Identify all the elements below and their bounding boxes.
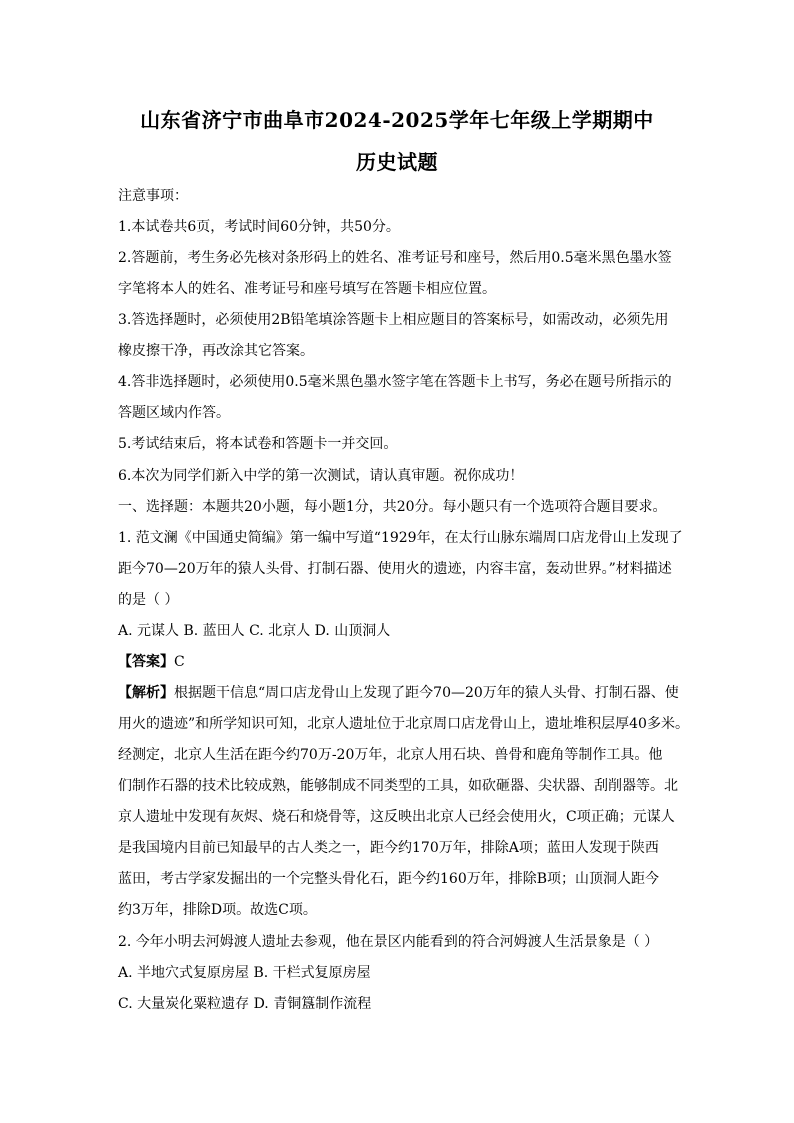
analysis-label: 【解析】 (118, 685, 174, 701)
question-2-stem: 2. 今年小明去河姆渡人遗址去参观，他在景区内能看到的符合河姆渡人生活景象是（ ） (118, 934, 659, 950)
note-line: 橡皮擦干净，再改涂其它答案。 (118, 343, 314, 359)
note-line: 1.本试卷共6页，考试时间60分钟，共50分。 (118, 219, 400, 235)
analysis-line: 用火的遗迹”和所学知识可知，北京人遗址位于北京周口店龙骨山上，遗址堆积层厚40多米。 (118, 716, 689, 732)
analysis-line: 约3万年，排除D项。故选C项。 (118, 902, 317, 918)
analysis-text: 根据题干信息“周口店龙骨山上发现了距今70—20万年的猿人头骨、打制石器、使 (174, 685, 679, 701)
exam-subtitle: 历史试题 (356, 150, 438, 174)
question-2-options: A. 半地穴式复原房屋 B. 干栏式复原房屋 (118, 965, 371, 981)
note-line: 答题区域内作答。 (118, 405, 230, 421)
question-1-analysis (118, 683, 688, 703)
analysis-line: 经测定，北京人生活在距今约70万-20万年，北京人用石块、兽骨和鹿角等制作工具。他 (118, 747, 663, 763)
answer-value: C (174, 654, 185, 670)
note-line: 2.答题前，考生务必先核对条形码上的姓名、准考证号和座号，然后用0.5毫米黑色墨水签 (118, 250, 672, 266)
question-1-stem: 的是（ ） (118, 592, 179, 608)
section-heading: 一、选择题：本题共20小题，每小题1分，共20分。每小题只有一个选项符合题目要求。 (118, 499, 667, 515)
question-1-stem: 1. 范文澜《中国通史简编》第一编中写道“1929年，在太行山脉东端周口店龙骨山上发现了 (118, 530, 683, 546)
notes-heading: 注意事项： (118, 188, 188, 204)
answer-label: 【答案】 (118, 654, 174, 670)
question-1-options: A. 元谋人 B. 蓝田人 C. 北京人 D. 山顶洞人 (118, 623, 391, 639)
analysis-line: 们制作石器的技术比较成熟，能够制成不同类型的工具，如砍砸器、尖状器、刮削器等。北 (118, 778, 678, 794)
note-line: 字笔将本人的姓名、准考证号和座号填写在答题卡相应位置。 (118, 281, 496, 297)
question-1-answer (118, 652, 688, 672)
analysis-line: 蓝田，考古学家发掘出的一个完整头骨化石，距今约160万年，排除B项；山顶洞人距今 (118, 871, 660, 887)
analysis-line: 京人遗址中发现有灰烬、烧石和烧骨等，这反映出北京人已经会使用火，C项正确；元谋人 (118, 809, 675, 825)
question-2-options: C. 大量炭化粟粒遗存 D. 青铜簋制作流程 (118, 996, 372, 1012)
analysis-line: 是我国境内目前已知最早的古人类之一，距今约170万年，排除A项；蓝田人发现于陕西 (118, 840, 659, 856)
note-line: 4.答非选择题时，必须使用0.5毫米黑色墨水签字笔在答题卡上书写，务必在题号所指示的 (118, 374, 672, 390)
note-line: 5.考试结束后，将本试卷和答题卡一并交回。 (118, 436, 398, 452)
question-1-stem: 距今70—20万年的猿人头骨、打制石器、使用火的遗迹，内容丰富，轰动世界。”材料描述 (118, 561, 672, 577)
note-line: 6.本次为同学们新入中学的第一次测试，请认真审题。祝你成功！ (118, 468, 524, 484)
exam-title: 山东省济宁市曲阜市2024-2025学年七年级上学期期中 (140, 108, 654, 132)
note-line: 3.答选择题时，必须使用2B铅笔填涂答题卡上相应题目的答案标号，如需改动，必须先用 (118, 312, 669, 328)
